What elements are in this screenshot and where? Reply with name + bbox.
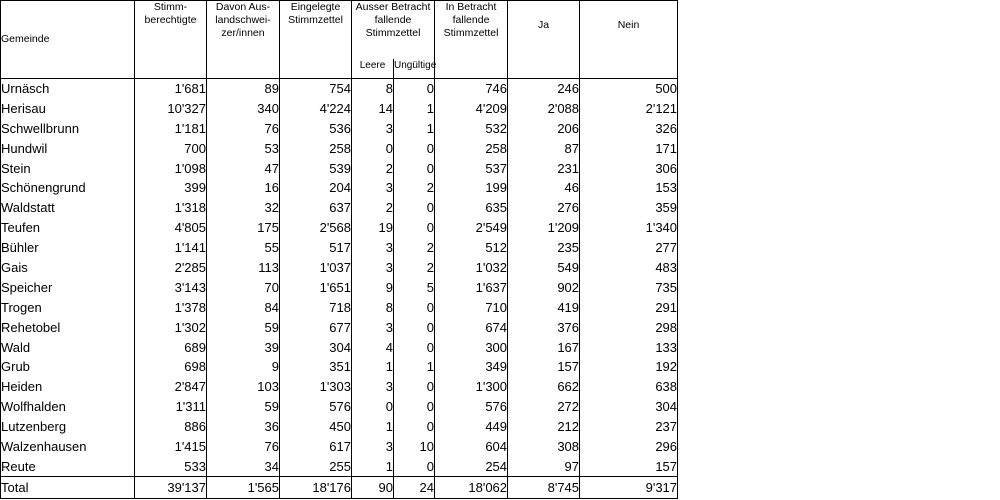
cell-nein: 237 <box>580 417 678 437</box>
cell-nein: 483 <box>580 258 678 278</box>
cell-eingelegte: 718 <box>280 297 352 317</box>
cell-leere: 3 <box>352 317 394 337</box>
cell-gemeinde: Schwellbrunn <box>1 118 135 138</box>
cell-auslandschweizer: 39 <box>207 337 280 357</box>
cell-leere: 2 <box>352 198 394 218</box>
total-row <box>1 476 678 498</box>
cell-eingelegte: 754 <box>280 79 352 99</box>
cell-leere: 8 <box>352 297 394 317</box>
header-ausser-betracht: Ausser Betracht fallende Stimmzettel <box>352 1 435 59</box>
cell-ja: 276 <box>508 198 580 218</box>
cell-in-betracht: 512 <box>435 238 508 258</box>
cell-ja: 419 <box>508 297 580 317</box>
cell-gemeinde: Waldstatt <box>1 198 135 218</box>
cell-leere: 3 <box>352 377 394 397</box>
cell-gemeinde: Bühler <box>1 238 135 258</box>
cell-ja: 46 <box>508 178 580 198</box>
cell-in-betracht: 449 <box>435 417 508 437</box>
cell-ungueltige: 0 <box>394 198 435 218</box>
cell-stimmberechtigte: 1'311 <box>135 397 207 417</box>
cell-eingelegte: 637 <box>280 198 352 218</box>
table-row <box>1 79 678 99</box>
cell-stimmberechtigte: 700 <box>135 138 207 158</box>
cell-ja: 97 <box>508 456 580 476</box>
table-row <box>1 118 678 138</box>
cell-nein: 2'121 <box>580 98 678 118</box>
header-stimmberechtigte: Stimm- berechtigte <box>135 1 207 79</box>
cell-auslandschweizer: 89 <box>207 79 280 99</box>
cell-auslandschweizer: 84 <box>207 297 280 317</box>
cell-auslandschweizer: 113 <box>207 258 280 278</box>
cell-ja: 1'209 <box>508 218 580 238</box>
cell-in-betracht: 4'209 <box>435 98 508 118</box>
cell-stimmberechtigte: 1'318 <box>135 198 207 218</box>
table-row <box>1 317 678 337</box>
cell-eingelegte: 304 <box>280 337 352 357</box>
cell-gemeinde: Rehetobel <box>1 317 135 337</box>
cell-nein: 296 <box>580 437 678 457</box>
cell-gemeinde: Grub <box>1 357 135 377</box>
total-ja: 8'745 <box>508 476 580 498</box>
total-in-betracht: 18'062 <box>435 476 508 498</box>
cell-nein: 500 <box>580 79 678 99</box>
cell-auslandschweizer: 9 <box>207 357 280 377</box>
table-row <box>1 158 678 178</box>
cell-eingelegte: 204 <box>280 178 352 198</box>
cell-auslandschweizer: 59 <box>207 317 280 337</box>
cell-nein: 359 <box>580 198 678 218</box>
cell-ungueltige: 0 <box>394 158 435 178</box>
cell-leere: 3 <box>352 238 394 258</box>
cell-ungueltige: 0 <box>394 397 435 417</box>
cell-ja: 246 <box>508 79 580 99</box>
cell-gemeinde: Wolfhalden <box>1 397 135 417</box>
cell-eingelegte: 576 <box>280 397 352 417</box>
cell-gemeinde: Reute <box>1 456 135 476</box>
cell-gemeinde: Urnäsch <box>1 79 135 99</box>
cell-stimmberechtigte: 689 <box>135 337 207 357</box>
cell-stimmberechtigte: 1'681 <box>135 79 207 99</box>
cell-nein: 192 <box>580 357 678 377</box>
cell-stimmberechtigte: 1'415 <box>135 437 207 457</box>
table-row <box>1 297 678 317</box>
cell-stimmberechtigte: 2'285 <box>135 258 207 278</box>
total-label: Total <box>1 476 135 498</box>
cell-auslandschweizer: 34 <box>207 456 280 476</box>
cell-auslandschweizer: 76 <box>207 118 280 138</box>
cell-leere: 0 <box>352 138 394 158</box>
header-gemeinde: Gemeinde <box>1 1 135 79</box>
cell-ja: 212 <box>508 417 580 437</box>
cell-gemeinde: Schönengrund <box>1 178 135 198</box>
cell-eingelegte: 1'303 <box>280 377 352 397</box>
cell-nein: 153 <box>580 178 678 198</box>
cell-auslandschweizer: 55 <box>207 238 280 258</box>
table-row <box>1 138 678 158</box>
cell-leere: 3 <box>352 178 394 198</box>
cell-auslandschweizer: 103 <box>207 377 280 397</box>
cell-nein: 171 <box>580 138 678 158</box>
cell-eingelegte: 1'651 <box>280 277 352 297</box>
cell-leere: 8 <box>352 79 394 99</box>
total-stimmberechtigte: 39'137 <box>135 476 207 498</box>
cell-eingelegte: 536 <box>280 118 352 138</box>
cell-eingelegte: 677 <box>280 317 352 337</box>
cell-in-betracht: 349 <box>435 357 508 377</box>
cell-gemeinde: Trogen <box>1 297 135 317</box>
cell-stimmberechtigte: 533 <box>135 456 207 476</box>
total-nein: 9'317 <box>580 476 678 498</box>
cell-leere: 1 <box>352 456 394 476</box>
cell-auslandschweizer: 340 <box>207 98 280 118</box>
cell-ungueltige: 2 <box>394 258 435 278</box>
cell-nein: 157 <box>580 456 678 476</box>
cell-auslandschweizer: 36 <box>207 417 280 437</box>
cell-in-betracht: 576 <box>435 397 508 417</box>
cell-in-betracht: 1'032 <box>435 258 508 278</box>
cell-in-betracht: 604 <box>435 437 508 457</box>
cell-auslandschweizer: 16 <box>207 178 280 198</box>
cell-ja: 157 <box>508 357 580 377</box>
table-row <box>1 357 678 377</box>
cell-stimmberechtigte: 698 <box>135 357 207 377</box>
cell-stimmberechtigte: 3'143 <box>135 277 207 297</box>
table-row <box>1 178 678 198</box>
cell-stimmberechtigte: 1'141 <box>135 238 207 258</box>
cell-leere: 2 <box>352 158 394 178</box>
cell-in-betracht: 199 <box>435 178 508 198</box>
table-row <box>1 337 678 357</box>
table-row <box>1 417 678 437</box>
cell-ja: 87 <box>508 138 580 158</box>
cell-ungueltige: 0 <box>394 79 435 99</box>
cell-ja: 308 <box>508 437 580 457</box>
cell-ungueltige: 0 <box>394 297 435 317</box>
cell-ungueltige: 0 <box>394 218 435 238</box>
cell-auslandschweizer: 59 <box>207 397 280 417</box>
table-row <box>1 437 678 457</box>
cell-ungueltige: 0 <box>394 417 435 437</box>
cell-eingelegte: 255 <box>280 456 352 476</box>
cell-ungueltige: 10 <box>394 437 435 457</box>
cell-leere: 3 <box>352 118 394 138</box>
cell-auslandschweizer: 53 <box>207 138 280 158</box>
table-row <box>1 218 678 238</box>
table-row <box>1 258 678 278</box>
cell-ja: 167 <box>508 337 580 357</box>
header-ungueltige: Ungültige <box>394 59 435 79</box>
header-auslandschweizer: Davon Aus- landschwei- zer/innen <box>207 1 280 79</box>
header-in-betracht: In Betracht fallende Stimmzettel <box>435 1 508 79</box>
cell-nein: 735 <box>580 277 678 297</box>
cell-in-betracht: 537 <box>435 158 508 178</box>
header-eingelegte: Eingelegte Stimmzettel <box>280 1 352 79</box>
cell-leere: 9 <box>352 277 394 297</box>
header-row <box>1 1 678 59</box>
cell-stimmberechtigte: 1'378 <box>135 297 207 317</box>
cell-in-betracht: 710 <box>435 297 508 317</box>
cell-ungueltige: 2 <box>394 178 435 198</box>
cell-leere: 4 <box>352 337 394 357</box>
table-row <box>1 238 678 258</box>
cell-ja: 206 <box>508 118 580 138</box>
cell-ja: 376 <box>508 317 580 337</box>
cell-leere: 1 <box>352 357 394 377</box>
cell-stimmberechtigte: 1'302 <box>135 317 207 337</box>
table-row <box>1 456 678 476</box>
cell-in-betracht: 2'549 <box>435 218 508 238</box>
header-nein: Nein <box>580 1 678 79</box>
cell-leere: 19 <box>352 218 394 238</box>
cell-ungueltige: 2 <box>394 238 435 258</box>
total-ungueltige: 24 <box>394 476 435 498</box>
cell-in-betracht: 300 <box>435 337 508 357</box>
cell-stimmberechtigte: 886 <box>135 417 207 437</box>
table-body <box>1 79 678 477</box>
header-ja: Ja <box>508 1 580 79</box>
cell-stimmberechtigte: 1'098 <box>135 158 207 178</box>
cell-ja: 902 <box>508 277 580 297</box>
cell-in-betracht: 1'637 <box>435 277 508 297</box>
table-row <box>1 277 678 297</box>
cell-in-betracht: 746 <box>435 79 508 99</box>
cell-stimmberechtigte: 2'847 <box>135 377 207 397</box>
cell-eingelegte: 1'037 <box>280 258 352 278</box>
cell-ungueltige: 1 <box>394 118 435 138</box>
table-row <box>1 198 678 218</box>
cell-ja: 662 <box>508 377 580 397</box>
total-leere: 90 <box>352 476 394 498</box>
cell-ja: 272 <box>508 397 580 417</box>
header-leere: Leere <box>352 59 394 79</box>
cell-nein: 326 <box>580 118 678 138</box>
total-eingelegte: 18'176 <box>280 476 352 498</box>
cell-eingelegte: 617 <box>280 437 352 457</box>
cell-in-betracht: 635 <box>435 198 508 218</box>
cell-auslandschweizer: 47 <box>207 158 280 178</box>
cell-gemeinde: Teufen <box>1 218 135 238</box>
cell-gemeinde: Hundwil <box>1 138 135 158</box>
cell-auslandschweizer: 175 <box>207 218 280 238</box>
cell-eingelegte: 517 <box>280 238 352 258</box>
cell-stimmberechtigte: 10'327 <box>135 98 207 118</box>
cell-gemeinde: Wald <box>1 337 135 357</box>
cell-leere: 3 <box>352 437 394 457</box>
cell-ungueltige: 0 <box>394 377 435 397</box>
cell-leere: 14 <box>352 98 394 118</box>
cell-in-betracht: 1'300 <box>435 377 508 397</box>
cell-ungueltige: 1 <box>394 98 435 118</box>
cell-gemeinde: Speicher <box>1 277 135 297</box>
cell-nein: 298 <box>580 317 678 337</box>
cell-ja: 549 <box>508 258 580 278</box>
cell-leere: 0 <box>352 397 394 417</box>
cell-nein: 304 <box>580 397 678 417</box>
cell-auslandschweizer: 76 <box>207 437 280 457</box>
cell-auslandschweizer: 70 <box>207 277 280 297</box>
cell-eingelegte: 4'224 <box>280 98 352 118</box>
cell-ungueltige: 5 <box>394 277 435 297</box>
cell-nein: 133 <box>580 337 678 357</box>
cell-gemeinde: Walzenhausen <box>1 437 135 457</box>
cell-nein: 277 <box>580 238 678 258</box>
cell-eingelegte: 351 <box>280 357 352 377</box>
cell-ungueltige: 0 <box>394 456 435 476</box>
table-row <box>1 98 678 118</box>
cell-gemeinde: Stein <box>1 158 135 178</box>
cell-leere: 3 <box>352 258 394 278</box>
cell-ungueltige: 0 <box>394 317 435 337</box>
cell-ja: 2'088 <box>508 98 580 118</box>
cell-in-betracht: 258 <box>435 138 508 158</box>
cell-ungueltige: 0 <box>394 138 435 158</box>
cell-ungueltige: 1 <box>394 357 435 377</box>
cell-stimmberechtigte: 399 <box>135 178 207 198</box>
cell-eingelegte: 450 <box>280 417 352 437</box>
cell-gemeinde: Heiden <box>1 377 135 397</box>
cell-nein: 306 <box>580 158 678 178</box>
cell-auslandschweizer: 32 <box>207 198 280 218</box>
cell-nein: 291 <box>580 297 678 317</box>
cell-in-betracht: 254 <box>435 456 508 476</box>
cell-ja: 235 <box>508 238 580 258</box>
cell-leere: 1 <box>352 417 394 437</box>
total-auslandschweizer: 1'565 <box>207 476 280 498</box>
table-row <box>1 397 678 417</box>
cell-eingelegte: 2'568 <box>280 218 352 238</box>
cell-nein: 1'340 <box>580 218 678 238</box>
cell-in-betracht: 674 <box>435 317 508 337</box>
cell-nein: 638 <box>580 377 678 397</box>
cell-gemeinde: Herisau <box>1 98 135 118</box>
cell-stimmberechtigte: 4'805 <box>135 218 207 238</box>
cell-ungueltige: 0 <box>394 337 435 357</box>
table-row <box>1 377 678 397</box>
cell-ja: 231 <box>508 158 580 178</box>
cell-stimmberechtigte: 1'181 <box>135 118 207 138</box>
cell-gemeinde: Gais <box>1 258 135 278</box>
cell-eingelegte: 539 <box>280 158 352 178</box>
cell-in-betracht: 532 <box>435 118 508 138</box>
cell-gemeinde: Lutzenberg <box>1 417 135 437</box>
cell-eingelegte: 258 <box>280 138 352 158</box>
